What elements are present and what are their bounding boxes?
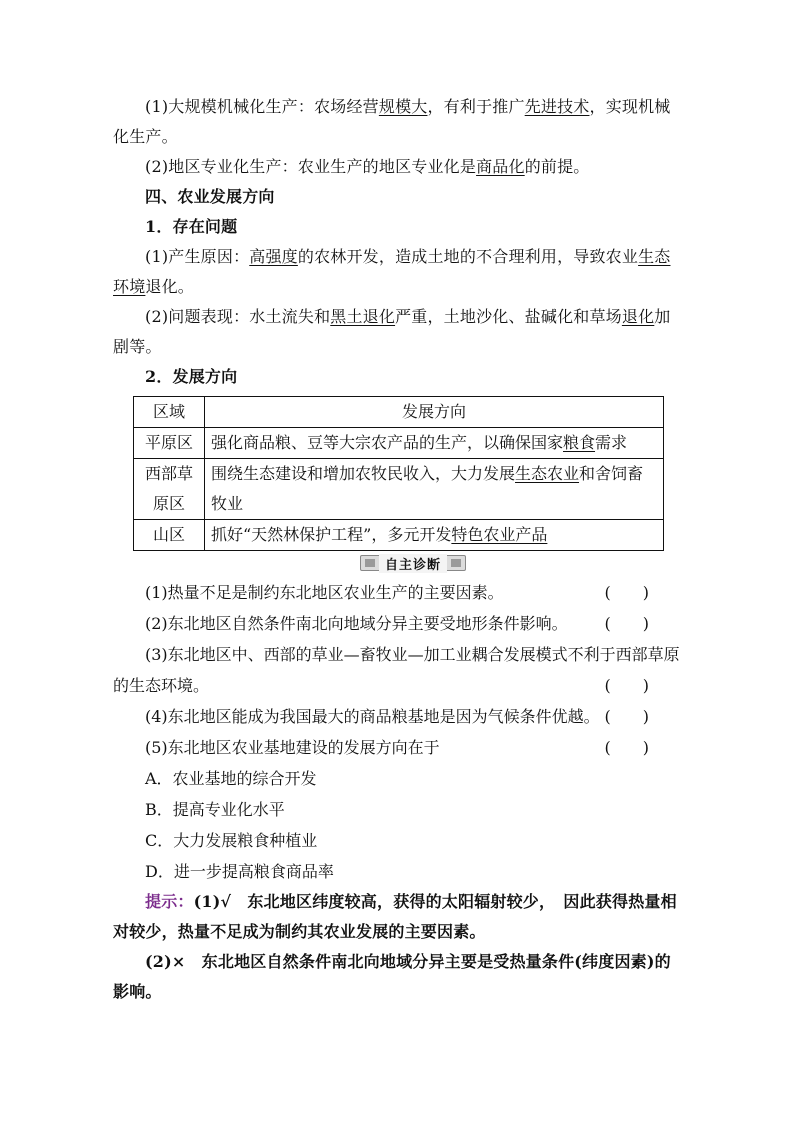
text-segment: 和舍饲畜牧业 xyxy=(211,464,644,513)
development-direction-table xyxy=(133,396,664,551)
option-d: D．进一步提高粮食商品率 xyxy=(145,862,334,881)
text-segment: 抓好“天然林保护工程”，多元开发 xyxy=(211,525,452,544)
answer-blank: ( ) xyxy=(604,614,649,633)
question-text: (1)热量不足是制约东北地区农业生产的主要因素。 xyxy=(145,583,504,602)
option-c: C．大力发展粮食种植业 xyxy=(145,831,318,850)
underlined-term: 生态环境 xyxy=(113,247,671,296)
table-cell-direction xyxy=(205,520,664,551)
hint-text: (1)√ 东北地区纬度较高，获得的太阳辐射较少， 因此获得热量相对较少，热量不足成为制约其农业发展的主要因素。 xyxy=(113,892,677,941)
subsection-heading-direction: 2．发展方向 xyxy=(145,367,238,386)
question-text: (3)东北地区中、西部的草业—畜牧业—加工业耦合发展模式不利于西部草原的生态环境。 xyxy=(113,645,680,695)
table-row xyxy=(134,520,664,551)
table-cell-direction xyxy=(205,459,664,520)
paragraph-regional-specialization xyxy=(113,152,683,182)
table-cell-region: 西部草原区 xyxy=(134,459,205,520)
text-segment: (2)问题表现：水土流失和 xyxy=(145,307,331,326)
underlined-term: 粮食 xyxy=(563,433,596,452)
text-segment: 需求 xyxy=(595,433,628,452)
underlined-term: 规模大 xyxy=(378,97,428,116)
self-diagnosis-banner xyxy=(360,555,466,571)
answer-blank: ( ) xyxy=(604,738,649,757)
hint-text: (2)× 东北地区自然条件南北向地域分异主要是受热量条件(纬度因素)的影响。 xyxy=(113,952,671,1001)
question-text: (2)东北地区自然条件南北向地域分异主要受地形条件影响。 xyxy=(145,614,568,633)
question-2 xyxy=(113,608,683,639)
self-diagnosis-banner-wrap xyxy=(113,553,683,573)
table-row xyxy=(134,459,664,520)
text-segment: 的农林开发，造成土地的不合理利用，导致农业 xyxy=(297,247,639,266)
section-heading: 四、农业发展方向 xyxy=(145,187,275,206)
table-cell-region: 平原区 xyxy=(134,428,205,459)
text-segment: 强化商品粮、豆等大宗农产品的生产，以确保国家 xyxy=(211,433,564,452)
hint-1 xyxy=(113,887,683,947)
underlined-term: 先进技术 xyxy=(524,97,590,116)
hint-label: 提示： xyxy=(145,892,194,911)
question-4 xyxy=(113,701,683,732)
table-cell-direction xyxy=(205,428,664,459)
text-segment: ，实现机械化生产。 xyxy=(113,97,671,146)
text-segment: 退化。 xyxy=(145,277,195,296)
option-a: A．农业基地的综合开发 xyxy=(145,769,317,788)
question-text: (4)东北地区能成为我国最大的商品粮基地是因为气候条件优越。 xyxy=(145,707,600,726)
text-segment: ，有利于推广 xyxy=(427,97,525,116)
table-cell-region: 山区 xyxy=(134,520,205,551)
underlined-term: 高强度 xyxy=(249,247,298,266)
answer-blank: ( ) xyxy=(604,676,649,695)
paragraph-manifestations xyxy=(113,302,683,362)
table-row xyxy=(134,428,664,459)
option-b: B．提高专业化水平 xyxy=(145,800,285,819)
underlined-term: 特色农业产品 xyxy=(451,525,548,544)
table-header-row xyxy=(134,397,664,428)
paragraph-mechanized-production xyxy=(113,92,683,152)
question-text: (5)东北地区农业基地建设的发展方向在于 xyxy=(145,738,440,757)
subsection-heading-problems: 1．存在问题 xyxy=(145,217,238,236)
answer-blank: ( ) xyxy=(604,707,649,726)
hint-2 xyxy=(113,947,683,1007)
question-3-blank-line xyxy=(113,670,683,701)
text-segment: (2)地区专业化生产：农业生产的地区专业化是 xyxy=(145,157,477,176)
document-page xyxy=(113,92,683,1007)
underlined-term: 生态农业 xyxy=(515,464,580,483)
table-header-direction: 发展方向 xyxy=(205,397,664,428)
underlined-term: 退化 xyxy=(621,307,655,326)
question-1 xyxy=(113,577,683,608)
text-segment: (1)产生原因： xyxy=(145,247,250,266)
text-segment: 严重，土地沙化、盐碱化和草场 xyxy=(395,307,622,326)
text-segment: 的前提。 xyxy=(524,157,590,176)
text-segment: (1)大规模机械化生产：农场经营 xyxy=(145,97,379,116)
text-segment: 围绕生态建设和增加农牧民收入，大力发展 xyxy=(211,464,516,483)
question-5 xyxy=(113,732,683,763)
table-header-region: 区域 xyxy=(134,397,205,428)
underlined-term: 黑土退化 xyxy=(330,307,396,326)
banner-label: 自主诊断 xyxy=(379,554,447,573)
paragraph-causes xyxy=(113,242,683,302)
text-segment: 加剧等。 xyxy=(113,307,671,356)
underlined-term: 商品化 xyxy=(476,157,525,176)
answer-blank: ( ) xyxy=(604,583,649,602)
